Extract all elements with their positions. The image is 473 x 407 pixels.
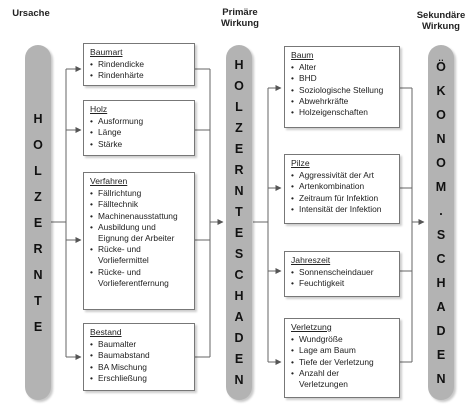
box-baum-title: Baum (291, 50, 314, 60)
list-item: • Baumalter (90, 339, 189, 350)
list-item: • Soziologische Stellung (291, 85, 394, 96)
list-item: • Ausformung (90, 116, 189, 127)
box-holz-list (90, 116, 189, 150)
bar-letter: N (234, 372, 244, 387)
bar-letter: E (234, 141, 244, 156)
bar-letter: O (436, 107, 446, 122)
list-item-text: Rücke- und (98, 266, 141, 277)
list-item: • Zeitraum für Infektion (291, 193, 394, 204)
header-cause-text: Ursache (12, 8, 50, 19)
list-item-text: Ausbildung und (98, 221, 156, 232)
box-verletzung (284, 318, 400, 398)
bar-letter: R (33, 241, 43, 256)
list-item: • Lage am Baum (291, 345, 394, 356)
list-item: • BA Mischung (90, 362, 189, 373)
box-baum (284, 46, 400, 128)
list-item (291, 368, 394, 390)
bar-letter: Ö (436, 59, 446, 74)
box-verfahren-list (90, 188, 189, 289)
bar-letter: E (436, 347, 446, 362)
bar-letter: N (436, 371, 446, 386)
bar-letter: L (34, 163, 42, 178)
list-item: • Artenkombination (291, 181, 394, 192)
list-item: • Rindenhärte (90, 70, 189, 81)
bar-letter: O (234, 78, 244, 93)
bar-letter: C (234, 267, 244, 282)
list-item-continuation: Eignung der Arbeiter (98, 233, 175, 244)
list-item: • Abwehrkräfte (291, 96, 394, 107)
list-item: • Feuchtigkeit (291, 278, 394, 289)
bar-letter: O (33, 137, 43, 152)
bar-oekonom-schaden (428, 45, 454, 400)
list-item: • Wundgröße (291, 334, 394, 345)
header-primary-line1: Primäre (222, 7, 258, 18)
bar-letter: E (33, 215, 43, 230)
bar-letter: K (436, 83, 446, 98)
bar-letter: . (439, 203, 443, 218)
list-item: • Machinenausstattung (90, 211, 189, 222)
box-baumart-list (90, 59, 189, 81)
box-bestand-list (90, 339, 189, 384)
list-item: • Holzeigenschaften (291, 107, 394, 118)
bar-letter: D (234, 330, 244, 345)
bar-letter: R (234, 162, 244, 177)
bar-letter: H (33, 111, 43, 126)
box-pilze-list (291, 170, 394, 215)
bar-letter: T (235, 204, 243, 219)
list-item (90, 244, 189, 266)
list-item (90, 267, 189, 289)
box-holz (83, 100, 195, 156)
box-baumart-title: Baumart (90, 47, 123, 57)
bar-letter: D (436, 323, 446, 338)
box-pilze (284, 154, 400, 224)
bar-letter: H (234, 288, 244, 303)
list-item: • Fällrichtung (90, 188, 189, 199)
bar-holzernteschaden (226, 45, 252, 400)
list-item: • Intensität der Infektion (291, 204, 394, 215)
bar-letter: T (34, 293, 42, 308)
bar-holzernte (25, 45, 51, 400)
box-jahreszeit (284, 251, 400, 297)
bar-letter: E (234, 225, 244, 240)
bar-letter: C (436, 251, 446, 266)
list-item: • Stärke (90, 139, 189, 150)
bar-letter: S (436, 227, 446, 242)
list-item-text: Anzahl der (299, 367, 340, 378)
list-item: • Erschließung (90, 373, 189, 384)
box-verletzung-title: Verletzung (291, 322, 332, 332)
header-secondary-line1: Sekundäre (416, 10, 466, 21)
list-item: • Fälltechnik (90, 199, 189, 210)
box-jahreszeit-list (291, 267, 394, 289)
box-baumart (83, 43, 195, 86)
bar-letter: Z (235, 120, 243, 135)
bar-letter: L (235, 99, 243, 114)
list-item: • Tiefe der Verletzung (291, 357, 394, 368)
box-bestand-title: Bestand (90, 327, 122, 337)
box-jahreszeit-title: Jahreszeit (291, 255, 331, 265)
list-item: • Baumabstand (90, 350, 189, 361)
list-item (90, 222, 189, 244)
bar-letter: H (436, 275, 446, 290)
list-item: • Rindendicke (90, 59, 189, 70)
header-primary-line2: Wirkung (221, 18, 259, 29)
list-item: • Sonnenscheindauer (291, 267, 394, 278)
list-item: • BHD (291, 73, 394, 84)
list-item: • Aggressivität der Art (291, 170, 394, 181)
box-holz-title: Holz (90, 104, 108, 114)
bar-letter: E (33, 319, 43, 334)
box-bestand (83, 323, 195, 391)
box-verletzung-list (291, 334, 394, 390)
list-item-continuation: Verletzungen (299, 379, 348, 390)
box-verfahren (83, 172, 195, 310)
bar-letter: O (436, 155, 446, 170)
box-pilze-title: Pilze (291, 158, 310, 168)
bar-letter: M (435, 179, 447, 194)
box-verfahren-title: Verfahren (90, 176, 128, 186)
list-item-text: Rücke- und (98, 244, 141, 255)
box-baum-list (291, 62, 394, 118)
list-item: • Alter (291, 62, 394, 73)
list-item-continuation: Vorlieferentfernung (98, 277, 169, 288)
bar-letter: Z (34, 189, 42, 204)
list-item: • Länge (90, 127, 189, 138)
list-item-continuation: Vorliefermittel (98, 255, 149, 266)
bar-letter: H (234, 57, 244, 72)
bar-letter: A (436, 299, 446, 314)
bar-letter: N (436, 131, 446, 146)
bar-letter: E (234, 351, 244, 366)
bar-letter: N (234, 183, 244, 198)
bar-letter: S (234, 246, 244, 261)
bar-letter: N (33, 267, 43, 282)
header-secondary-line2: Wirkung (422, 21, 460, 32)
bar-letter: A (234, 309, 244, 324)
